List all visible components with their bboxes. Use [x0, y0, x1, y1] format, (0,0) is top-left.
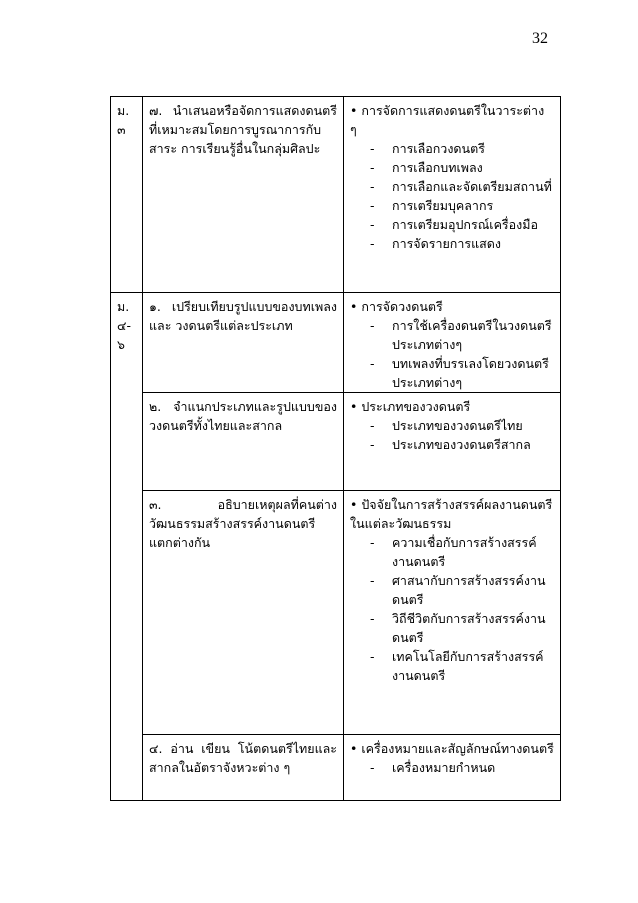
core-content-item: - การจัดรายการแสดง — [370, 234, 554, 253]
core-content-item: - การใช้เครื่องดนตรีในวงดนตรีประเภทต่างๆ — [370, 316, 554, 354]
core-content-list — [350, 533, 554, 685]
core-content-item: - บทเพลงที่บรรเลงโดยวงดนตรีประเภทต่างๆ — [370, 354, 554, 392]
table-row — [111, 393, 561, 491]
core-content-item: - ศาสนากับการสร้างสรรค์งานดนตรี — [370, 571, 554, 609]
indicator-cell — [143, 735, 344, 801]
grade-label-line: ๖ — [117, 337, 125, 352]
indicator-text: ๓. อธิบายเหตุผลที่คนต่างวัฒนธรรมสร้างสรรค์งานดนตรีแตกต่างกัน — [149, 497, 337, 550]
curriculum-table — [110, 96, 561, 801]
core-content-item: - วิถีชีวิตกับการสร้างสรรค์งานดนตรี — [370, 609, 554, 647]
indicator-text: ๗. นำเสนอหรือจัดการแสดงดนตรีที่เหมาะสมโดยการบูรณาการกับสาระ การเรียนรู้อื่นในกลุ่มศิลปะ — [149, 103, 337, 156]
table-row — [111, 491, 561, 735]
core-content-list — [350, 139, 554, 253]
core-content-item: - การเตรียมอุปกรณ์เครื่องมือ — [370, 215, 554, 234]
core-content-cell — [344, 293, 561, 393]
core-content-item: - การเลือกวงดนตรี — [370, 139, 554, 158]
page-number: 32 — [532, 30, 548, 47]
core-content-heading: • การจัดวงดนตรี — [350, 297, 554, 316]
core-content-item: - ประเภทของวงดนตรีสากล — [370, 435, 554, 454]
indicator-cell — [143, 293, 344, 393]
core-content-list — [350, 316, 554, 392]
core-content-item: - เครื่องหมายกำหนด — [370, 758, 554, 777]
core-content-heading: • ประเภทของวงดนตรี — [350, 397, 554, 416]
table-row — [111, 97, 561, 293]
core-content-heading: • การจัดการแสดงดนตรีในวาระต่าง ๆ — [350, 101, 554, 139]
core-content-item: - เทคโนโลยีกับการสร้างสรรค์งานดนตรี — [370, 647, 554, 685]
core-content-list — [350, 416, 554, 454]
grade-label-line: ม. — [117, 299, 130, 314]
indicator-cell — [143, 393, 344, 491]
core-content-cell — [344, 491, 561, 735]
grade-label-line: ๔- — [117, 318, 131, 333]
table-row — [111, 293, 561, 393]
indicator-text: ๔. อ่าน เขียน โน้ตดนตรีไทยและสากลในอัตราจังหวะต่าง ๆ — [149, 741, 337, 775]
table-body — [111, 97, 561, 801]
core-content-heading: • เครื่องหมายและสัญลักษณ์ทางดนตรี — [350, 739, 554, 758]
table-row — [111, 735, 561, 801]
core-content-cell — [344, 97, 561, 293]
indicator-cell — [143, 491, 344, 735]
grade-label-line: ม. — [117, 103, 130, 118]
core-content-item: - การเลือกและจัดเตรียมสถานที่ — [370, 177, 554, 196]
core-content-item: - การเตรียมบุคลากร — [370, 196, 554, 215]
core-content-heading: • ปัจจัยในการสร้างสรรค์ผลงานดนตรี ในแต่ละวัฒนธรรม — [350, 495, 554, 533]
indicator-text: ๑. เปรียบเทียบรูปแบบของบทเพลงและ วงดนตรีแต่ละประเภท — [149, 299, 337, 333]
core-content-item: - การเลือกบทเพลง — [370, 158, 554, 177]
indicator-cell — [143, 97, 344, 293]
grade-cell — [111, 293, 143, 801]
core-content-cell — [344, 735, 561, 801]
grade-cell — [111, 97, 143, 293]
core-content-item: - ความเชื่อกับการสร้างสรรค์งานดนตรี — [370, 533, 554, 571]
core-content-cell — [344, 393, 561, 491]
core-content-list — [350, 758, 554, 777]
indicator-text: ๒. จำแนกประเภทและรูปแบบของวงดนตรีทั้งไทยและสากล — [149, 399, 337, 433]
core-content-item: - ประเภทของวงดนตรีไทย — [370, 416, 554, 435]
grade-label-line: ๓ — [117, 122, 126, 137]
